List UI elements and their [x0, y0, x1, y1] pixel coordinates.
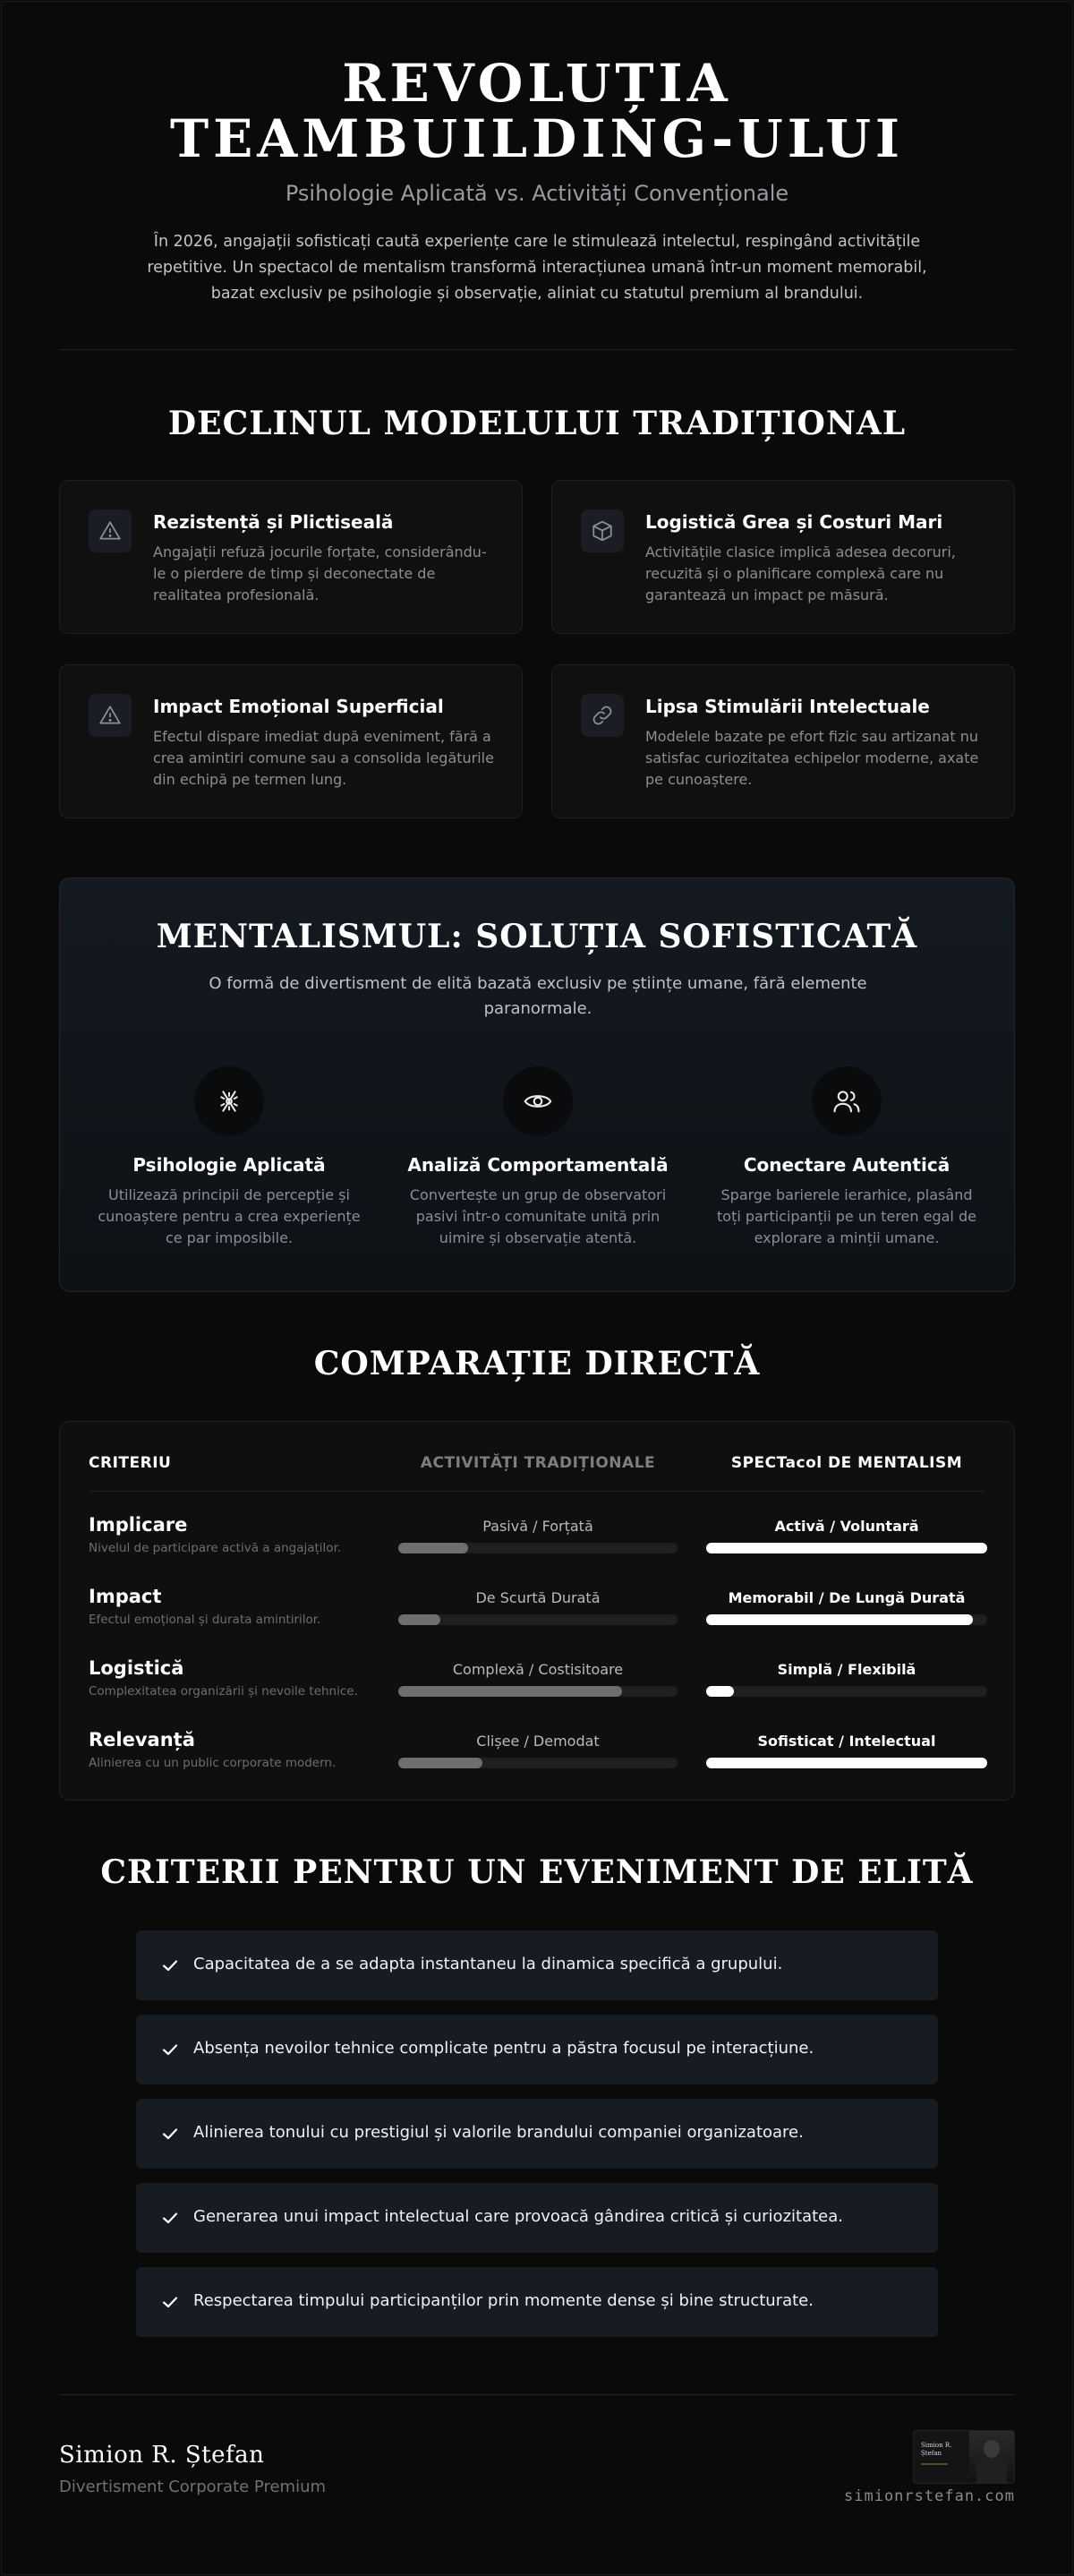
criteria-text: Respectarea timpului participanților prin momente dense și bine structurate. [193, 2291, 814, 2310]
check-icon [159, 2207, 181, 2229]
pillar-title: Conectare Autentică [743, 1154, 950, 1176]
comparison-table [59, 1421, 1015, 1801]
warning-icon [89, 509, 132, 552]
traditional-label: Complexă / Costisitoare [452, 1661, 624, 1678]
criterion-desc: Nivelul de participare activă a angajaților. [89, 1541, 342, 1555]
card-text: Activitățile clasice implică adesea decoruri, recuzită și o planificare complexă care nu garantează un impact pe măsură. [645, 543, 956, 603]
warning-icon [89, 694, 132, 737]
mentalism-label: Sofisticat / Intelectual [757, 1733, 936, 1750]
check-icon [159, 1955, 181, 1976]
traditional-bar-track [398, 1614, 678, 1625]
card-title: Lipsa Stimulării Intelectuale [645, 696, 930, 717]
portrait-image [969, 2431, 1015, 2484]
criteria-text: Alinierea tonului cu prestigiul și valorile brandului companiei organizatoare. [193, 2123, 804, 2142]
pillar-text: Utilizează principii de percepție și cunoaștere pentru a crea experiențe ce par imposibile. [98, 1186, 361, 1246]
card-text: Modelele bazate pe efort fizic sau artizanat nu satisfac curiozitatea echipelor moderne, axate pe cunoaștere. [645, 728, 979, 788]
solution-title: MENTALISMUL: SOLUȚIA SOFISTICATĂ [156, 918, 918, 955]
check-icon [159, 2039, 181, 2060]
logo-accent [921, 2463, 948, 2465]
criterion-name: Impact [89, 1586, 162, 1607]
criterion-desc: Efectul emoțional și durata amintirilor. [89, 1613, 321, 1627]
criteria-text: Generarea unui impact intelectual care provoacă gândirea critică și curiozitatea. [193, 2207, 843, 2226]
box-icon [581, 509, 624, 552]
problem-card [59, 480, 523, 634]
pillar-text: Sparge barierele ierarhice, plasând toți participanții pe un teren egal de explorare a minții umane. [717, 1186, 976, 1246]
criterion-name: Implicare [89, 1514, 188, 1536]
comparison-row [60, 1514, 1014, 1577]
traditional-bar [398, 1758, 482, 1768]
criterion-desc: Complexitatea organizării și nevoile tehnice. [89, 1684, 358, 1699]
brain-icon [194, 1066, 264, 1136]
hero-title-line1: REVOLUȚIA [342, 53, 732, 114]
users-icon [812, 1066, 882, 1136]
traditional-label: Clișee / Demodat [476, 1733, 600, 1750]
comparison-row [60, 1729, 1014, 1792]
criterion-name: Relevanță [89, 1729, 195, 1750]
criteria-item [136, 2015, 938, 2084]
check-icon [159, 2291, 181, 2313]
header-criterion: CRITERIU [89, 1454, 172, 1472]
pillar-text: Convertește un grup de observatori pasivi într-o comunitate unită prin uimire și observație atentă. [409, 1186, 667, 1246]
criteria-title: CRITERII PENTRU UN EVENIMENT DE ELITĂ [100, 1853, 974, 1891]
footer-tagline: Divertisment Corporate Premium [59, 2478, 327, 2496]
card-title: Logistică Grea și Costuri Mari [645, 511, 943, 533]
header-divider [89, 1491, 985, 1492]
comparison-row [60, 1657, 1014, 1720]
traditional-label: Pasivă / Forțată [482, 1518, 593, 1535]
header-mentalism: SPECTacol DE MENTALISM [730, 1454, 963, 1472]
mentalism-label: Simplă / Flexibilă [777, 1661, 916, 1678]
traditional-bar [398, 1614, 440, 1625]
mentalism-bar [706, 1758, 987, 1768]
card-text: Efectul dispare imediat după eveniment, fără a crea amintiri comune sau a consolida legăturile din echipă pe termen lung. [153, 728, 494, 788]
pillar-psychology [90, 1066, 368, 1249]
mentalism-bar [706, 1686, 734, 1697]
card-title: Impact Emoțional Superficial [153, 696, 444, 717]
footer-name: Simion R. Ștefan [59, 2442, 265, 2469]
criterion-desc: Alinierea cu un public corporate modern. [89, 1756, 337, 1770]
hero-title-line2: TEAMBUILDING-ULUI [169, 108, 905, 169]
hero-description: În 2026, angajații sofisticați caută experiențe care le stimulează intelectul, respingând activitățile repetitive. Un spectacol de mentalism transformă interacțiunea umană într-un moment memorabil, bazat exclusiv pe psihologie și observație, aliniat cu statutul premium al brandului. [147, 233, 927, 303]
link-icon [581, 694, 624, 737]
criteria-item [136, 2267, 938, 2337]
brand-logo [913, 2430, 1015, 2484]
pillar-title: Analiză Comportamentală [407, 1154, 669, 1176]
mentalism-bar [706, 1543, 987, 1553]
problem-card [59, 664, 523, 818]
hero-subtitle: Psihologie Aplicată vs. Activități Convenționale [285, 181, 789, 206]
traditional-bar [398, 1686, 622, 1697]
traditional-label: De Scurtă Durată [475, 1589, 601, 1606]
traditional-bar [398, 1543, 468, 1553]
divider [59, 2394, 1015, 2395]
traditional-bar-track [398, 1543, 678, 1553]
problem-card [551, 480, 1015, 634]
website-link[interactable]: simionrstefan.com [844, 2487, 1015, 2505]
mentalism-bar-track [706, 1686, 987, 1697]
traditional-bar-track [398, 1758, 678, 1768]
criteria-item [136, 1930, 938, 2000]
eye-icon [503, 1066, 573, 1136]
criteria-item [136, 2099, 938, 2169]
check-icon [159, 2123, 181, 2144]
pillar-title: Psihologie Aplicată [132, 1154, 326, 1176]
mentalism-label: Memorabil / De Lungă Durată [728, 1589, 966, 1606]
header-traditional: ACTIVITĂȚI TRADIȚIONALE [420, 1454, 656, 1472]
card-text: Angajații refuză jocurile forțate, considerându-le o pierdere de timp și deconectate de realitatea profesională. [153, 543, 487, 603]
mentalism-bar-track [706, 1758, 987, 1768]
problem-card [551, 664, 1015, 818]
mentalism-bar-track [706, 1614, 987, 1625]
criterion-name: Logistică [89, 1657, 184, 1679]
criteria-text: Absența nevoilor tehnice complicate pentru a păstra focusul pe interacțiune. [193, 2039, 814, 2058]
pillar-connection [708, 1066, 985, 1249]
solution-panel [59, 877, 1015, 1292]
comparison-title: COMPARAȚIE DIRECTĂ [313, 1345, 761, 1382]
mentalism-bar-track [706, 1543, 987, 1553]
criteria-item [136, 2183, 938, 2253]
mentalism-bar [706, 1614, 973, 1625]
hero-title [0, 53, 1074, 169]
pillar-analysis [399, 1066, 677, 1249]
solution-subtitle: O formă de divertisment de elită bazată exclusiv pe științe umane, fără elemente paranormale. [209, 974, 867, 1018]
divider [59, 349, 1015, 350]
logo-text: Simion R. Ștefan [921, 2442, 952, 2457]
criteria-text: Capacitatea de a se adapta instantaneu la dinamica specifică a grupului. [193, 1955, 783, 1973]
mentalism-label: Activă / Voluntară [774, 1518, 919, 1535]
traditional-bar-track [398, 1686, 678, 1697]
card-title: Rezistență și Plictiseală [153, 511, 394, 533]
decline-title: DECLINUL MODELULUI TRADIȚIONAL [167, 405, 907, 442]
comparison-row [60, 1586, 1014, 1648]
